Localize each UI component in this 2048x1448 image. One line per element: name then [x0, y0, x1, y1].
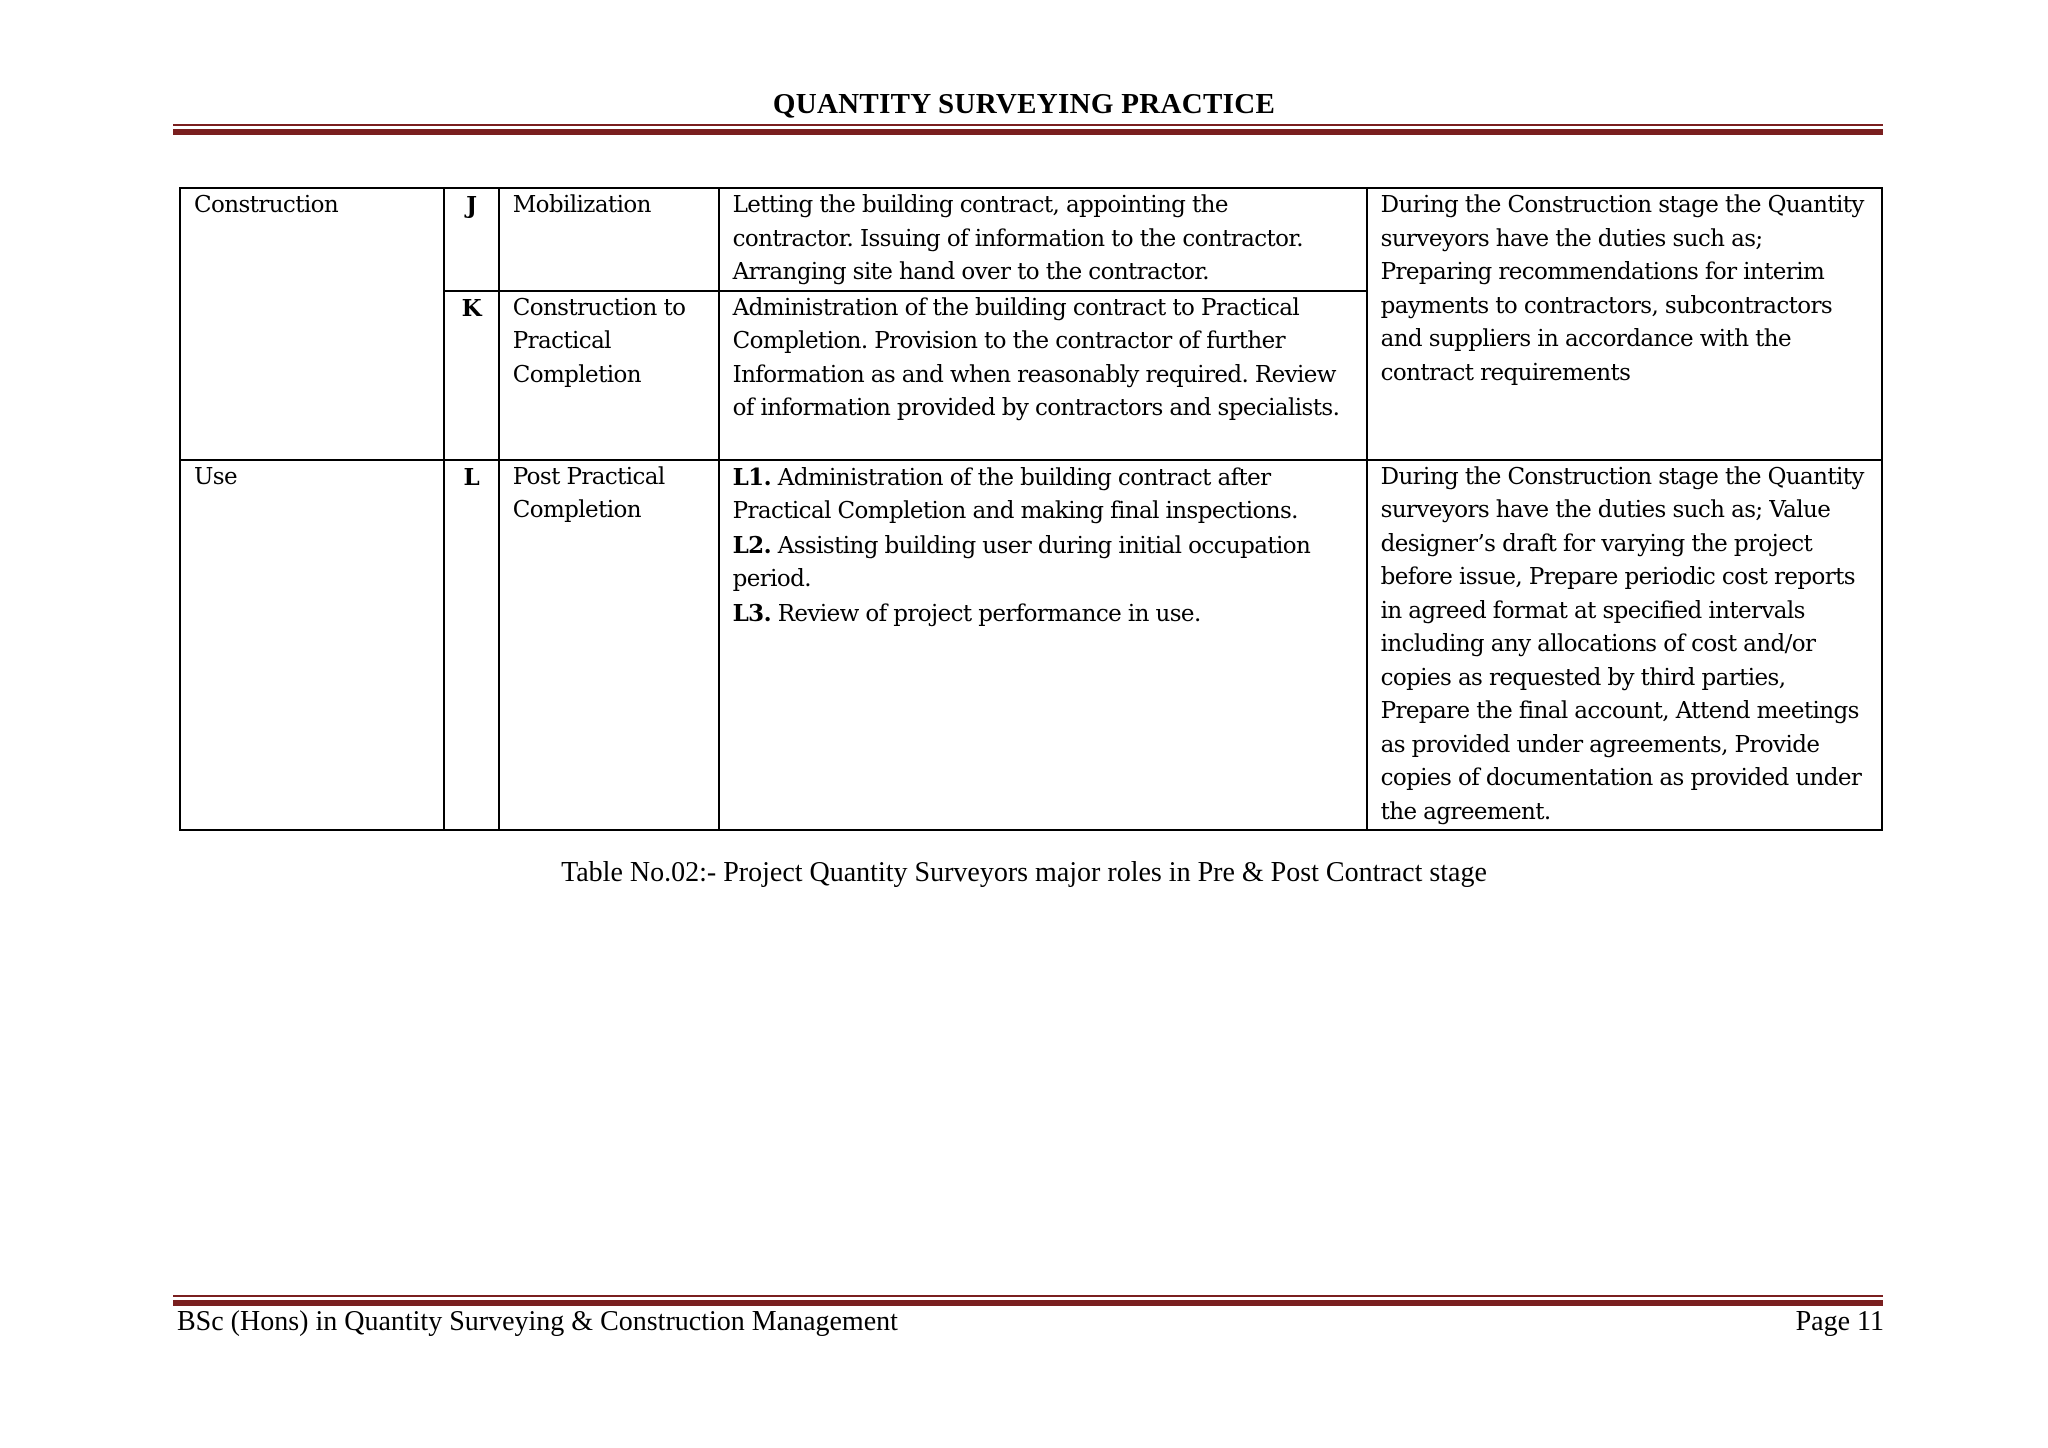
description-cell	[719, 460, 1367, 831]
item-text: Administration of the building contract after Practical Completion and making final inspections.	[732, 464, 1298, 524]
header-rule	[173, 124, 1883, 135]
duties-cell: During the Construction stage the Quantity surveyors have the duties such as; Preparing recommendations for interim payments to contractors, subcontractors and suppliers in accordance with the contract requirements	[1367, 188, 1882, 460]
item-label: L3.	[732, 599, 771, 627]
stage-code-cell: K	[444, 291, 499, 460]
description-cell	[719, 291, 1367, 460]
activity-cell: Construction to Practical Completion	[499, 291, 719, 460]
stage-code-cell: J	[444, 188, 499, 291]
description-text: Letting the building contract, appointing the contractor. Issuing of information to the contractor. Arranging site hand over to the contractor.	[732, 192, 1303, 285]
stage-cell: Construction	[180, 188, 444, 460]
duties-cell: During the Construction stage the Quantity surveyors have the duties such as; Value designer’s draft for varying the project before issue, Prepare periodic cost reports in agreed format at specified intervals including any allocations of cost and/or copies as requested by third parties, Prepare the final account, Attend meetings as provided under agreements, Provide copies of documentation as provided under the agreement.	[1367, 460, 1882, 831]
item-text: Assisting building user during initial occupation period.	[732, 532, 1311, 592]
roles-table	[179, 187, 1883, 831]
footer-page-number: Page 11	[1795, 1306, 1884, 1337]
item-text: Review of project performance in use.	[771, 600, 1201, 627]
page-header-title: QUANTITY SURVEYING PRACTICE	[772, 88, 1276, 120]
description-item	[733, 597, 1355, 632]
description-item	[733, 529, 1355, 597]
description-text: Administration of the building contract to Practical Completion. Provision to the contractor of further Information as and when reasonably required. Review of information provided by contractors and specialists.	[732, 294, 1340, 421]
item-label: L1.	[732, 463, 771, 491]
stage-cell: Use	[180, 460, 444, 831]
footer-rule	[173, 1295, 1883, 1306]
activity-cell: Mobilization	[499, 188, 719, 291]
description-item	[733, 461, 1355, 529]
footer-program: BSc (Hons) in Quantity Surveying & Construction Management	[177, 1306, 898, 1337]
item-label: L2.	[732, 531, 771, 559]
stage-code-cell: L	[444, 460, 499, 831]
description-cell	[719, 188, 1367, 291]
activity-cell: Post Practical Completion	[499, 460, 719, 831]
table-row	[180, 460, 1882, 831]
table-caption: Table No.02:- Project Quantity Surveyors major roles in Pre & Post Contract stage	[561, 857, 1487, 888]
table-row	[180, 188, 1882, 291]
